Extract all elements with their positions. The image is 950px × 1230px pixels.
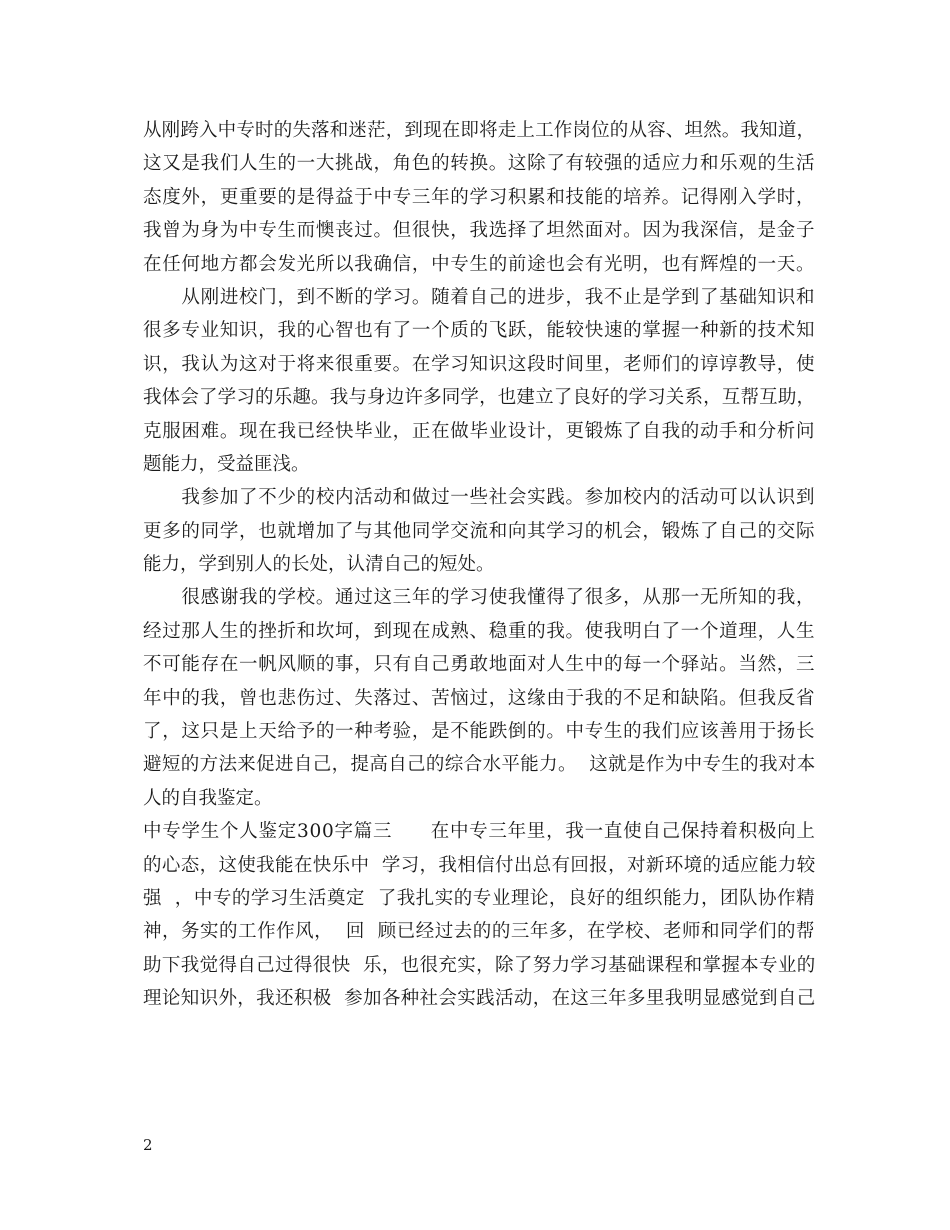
body-text [143, 114, 815, 1016]
text-line: 避短的方法来促进自己，提高自己的综合水平能力。 这就是作为中专生的我对本 [143, 754, 816, 776]
text-line: 在任何地方都会发光所以我确信，中专生的前途也会有光明，也有辉煌的一天。 [143, 253, 816, 275]
text-line: 克服困难。现在我已经快毕业，正在做毕业设计，更锻炼了自我的动手和分析问 [143, 420, 816, 442]
text-line: 助下我觉得自己过得很快 乐，也很充实，除了努力学习基础课程和掌握本专业的 [143, 954, 816, 976]
text-line: 理论知识外，我还积极 参加各种社会实践活动，在这三年多里我明显感觉到自己 [143, 988, 816, 1010]
text-line: 能力，学到别人的长处，认清自己的短处。 [143, 554, 495, 576]
text-line: 强 ，中专的学习生活奠定 了我扎实的专业理论，良好的组织能力，团队协作精 [143, 887, 816, 909]
text-line: 态度外，更重要的是得益于中专三年的学习积累和技能的培养。记得刚入学时， [143, 186, 816, 208]
text-line: 了，这只是上天给予的一种考验，是不能跌倒的。中专生的我们应该善用于扬长 [143, 721, 816, 743]
text-line: 题能力，受益匪浅。 [143, 453, 310, 475]
text-line: 识，我认为这对于将来很重要。在学习知识这段时间里，老师们的谆谆教导，使 [143, 353, 816, 375]
text-line: 很多专业知识，我的心智也有了一个质的飞跃，能较快速的掌握一种新的技术知 [143, 320, 816, 342]
text-line: 中专学生个人鉴定300字篇三 在中专三年里，我一直使自己保持着积极向上 [143, 821, 816, 843]
text-line: 我参加了不少的校内活动和做过一些社会实践。参加校内的活动可以认识到 [143, 487, 816, 509]
text-line: 人的自我鉴定。 [143, 787, 273, 809]
text-line: 很感谢我的学校。通过这三年的学习使我懂得了很多，从那一无所知的我， [143, 587, 816, 609]
text-line: 我曾为身为中专生而懊丧过。但很快，我选择了坦然面对。因为我深信，是金子 [143, 220, 816, 242]
text-line: 经过那人生的挫折和坎坷，到现在成熟、稳重的我。使我明白了一个道理，人生 [143, 620, 816, 642]
text-line: 不可能存在一帆风顺的事，只有自己勇敢地面对人生中的每一个驿站。当然，三 [143, 654, 816, 676]
text-line: 更多的同学，也就增加了与其他同学交流和向其学习的机会，锻炼了自己的交际 [143, 520, 816, 542]
page-number: 2 [143, 1136, 153, 1154]
text-line: 这又是我们人生的一大挑战，角色的转换。这除了有较强的适应力和乐观的生活 [143, 153, 816, 175]
text-line: 从刚进校门，到不断的学习。随着自己的进步，我不止是学到了基础知识和 [143, 286, 816, 308]
text-line: 的心态，这使我能在快乐中 学习，我相信付出总有回报，对新环境的适应能力较 [143, 854, 816, 876]
text-line: 神，务实的工作作风， 回 顾已经过去的的三年多，在学校、老师和同学们的帮 [143, 921, 816, 943]
text-line: 从刚跨入中专时的失落和迷茫，到现在即将走上工作岗位的从容、坦然。我知道， [143, 120, 816, 141]
text-line: 年中的我，曾也悲伤过、失落过、苦恼过，这缘由于我的不足和缺陷。但我反省 [143, 687, 816, 709]
text-line: 我体会了学习的乐趣。我与身边许多同学，也建立了良好的学习关系，互帮互助， [143, 387, 816, 409]
